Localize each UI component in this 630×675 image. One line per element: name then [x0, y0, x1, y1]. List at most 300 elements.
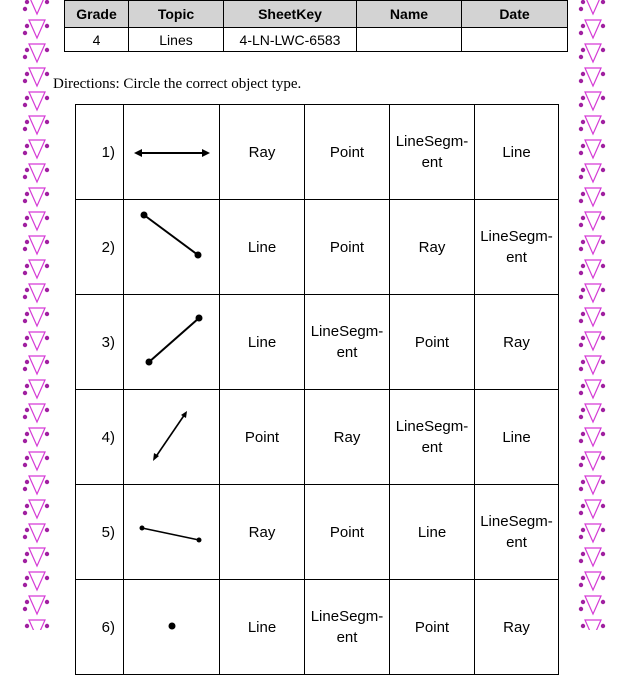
question-row — [76, 105, 559, 200]
border-dot — [23, 31, 27, 35]
border-dot — [23, 223, 27, 227]
border-dot — [601, 432, 605, 436]
border-triangle — [29, 92, 45, 110]
border-dot — [581, 408, 585, 412]
border-dot — [25, 480, 29, 484]
border-triangle — [29, 68, 45, 86]
border-triangle — [585, 428, 601, 446]
line-icon — [124, 390, 219, 484]
border-triangle — [29, 188, 45, 206]
border-triangle — [585, 380, 601, 398]
border-dot — [45, 48, 49, 52]
question-row — [76, 580, 559, 675]
border-dot — [23, 295, 27, 299]
border-dot — [581, 240, 585, 244]
border-triangle — [29, 572, 45, 590]
header-name: Name — [357, 1, 462, 28]
border-dot — [581, 0, 585, 4]
decorative-border-right — [578, 0, 608, 630]
border-dot — [579, 559, 583, 563]
border-dot — [601, 24, 605, 28]
border-dot — [579, 391, 583, 395]
border-dot — [45, 600, 49, 604]
border-dot — [581, 504, 585, 508]
border-dot — [579, 511, 583, 515]
border-dot — [579, 151, 583, 155]
border-triangle — [585, 308, 601, 326]
border-dot — [601, 360, 605, 364]
border-dot — [45, 456, 49, 460]
border-dot — [601, 408, 605, 412]
answer-option-label: Line — [247, 333, 277, 351]
border-dot — [601, 264, 605, 268]
answer-option[interactable] — [220, 200, 305, 295]
border-dot — [601, 312, 605, 316]
border-triangle — [29, 140, 45, 158]
question-table — [75, 104, 559, 675]
border-dot — [579, 343, 583, 347]
border-dot — [25, 24, 29, 28]
answer-option[interactable] — [220, 105, 305, 200]
border-dot — [25, 96, 29, 100]
answer-option[interactable] — [390, 485, 475, 580]
date-field[interactable] — [462, 28, 568, 52]
answer-option[interactable] — [305, 200, 390, 295]
answer-option[interactable] — [475, 295, 559, 390]
answer-option-label: LineSegm-ent — [480, 228, 553, 266]
border-dot — [579, 103, 583, 107]
border-dot — [45, 480, 49, 484]
border-dot — [579, 55, 583, 59]
decorative-border-left — [22, 0, 52, 630]
header-topic: Topic — [129, 1, 224, 28]
border-triangle — [585, 164, 601, 182]
answer-option-label: Line — [247, 618, 277, 636]
border-dot — [23, 415, 27, 419]
border-dot — [581, 264, 585, 268]
border-dot — [581, 144, 585, 148]
border-triangle — [29, 596, 45, 614]
border-dot — [581, 192, 585, 196]
border-dot — [601, 528, 605, 532]
border-triangle — [585, 404, 601, 422]
border-dot — [579, 79, 583, 83]
border-triangle — [585, 572, 601, 590]
answer-option[interactable] — [475, 580, 559, 675]
header-date: Date — [462, 1, 568, 28]
border-triangle — [585, 0, 601, 14]
border-triangle — [29, 476, 45, 494]
answer-option[interactable] — [475, 200, 559, 295]
border-dot — [23, 343, 27, 347]
border-triangle — [585, 44, 601, 62]
answer-option[interactable] — [305, 580, 390, 675]
figure-cell — [124, 200, 220, 295]
border-dot — [581, 528, 585, 532]
sheetkey-value: 4-LN-LWC-6583 — [224, 28, 357, 52]
answer-option-label: Point — [414, 333, 450, 351]
border-dot — [25, 144, 29, 148]
border-dot — [579, 535, 583, 539]
border-triangle — [29, 404, 45, 422]
border-dot — [45, 312, 49, 316]
border-dot — [25, 168, 29, 172]
border-dot — [25, 552, 29, 556]
question-number: 2) — [76, 200, 124, 295]
border-dot — [45, 504, 49, 508]
question-number: 5) — [76, 485, 124, 580]
border-triangle — [29, 44, 45, 62]
border-dot — [25, 192, 29, 196]
border-dot — [45, 168, 49, 172]
border-dot — [23, 535, 27, 539]
border-dot — [23, 391, 27, 395]
border-dot — [579, 271, 583, 275]
border-dot — [581, 288, 585, 292]
answer-option-label: Line — [502, 428, 531, 446]
border-dot — [579, 583, 583, 587]
border-triangle — [29, 0, 45, 14]
border-dot — [601, 456, 605, 460]
border-dot — [579, 295, 583, 299]
border-dot — [23, 463, 27, 467]
figure-cell — [124, 390, 220, 485]
border-dot — [581, 48, 585, 52]
figure-cell — [124, 295, 220, 390]
answer-option-label: LineSegm-ent — [395, 133, 469, 171]
border-triangle — [585, 476, 601, 494]
border-triangle — [585, 596, 601, 614]
line-icon — [124, 105, 219, 199]
border-dot — [581, 480, 585, 484]
border-dot — [581, 168, 585, 172]
border-dot — [581, 216, 585, 220]
border-dot — [45, 288, 49, 292]
border-dot — [23, 55, 27, 59]
border-dot — [579, 127, 583, 131]
topic-value: Lines — [129, 28, 224, 52]
border-dot — [25, 432, 29, 436]
border-dot — [581, 360, 585, 364]
border-dot — [581, 96, 585, 100]
border-dot — [601, 240, 605, 244]
border-triangle — [585, 500, 601, 518]
border-dot — [579, 463, 583, 467]
line-segment-icon — [124, 200, 219, 294]
border-dot — [601, 216, 605, 220]
answer-option-label: Line — [502, 143, 531, 161]
border-dot — [601, 0, 605, 4]
answer-option[interactable] — [220, 390, 305, 485]
border-triangle — [29, 116, 45, 134]
border-triangle — [29, 308, 45, 326]
answer-option-label: LineSegm-ent — [395, 418, 469, 456]
border-dot — [601, 72, 605, 76]
border-dot — [579, 607, 583, 611]
border-dot — [601, 288, 605, 292]
border-triangle — [29, 380, 45, 398]
border-dot — [581, 384, 585, 388]
border-dot — [601, 168, 605, 172]
question-row — [76, 200, 559, 295]
border-dot — [581, 312, 585, 316]
border-dot — [23, 511, 27, 515]
border-triangle — [585, 356, 601, 374]
answer-option[interactable] — [390, 200, 475, 295]
border-dot — [23, 127, 27, 131]
answer-option[interactable] — [220, 485, 305, 580]
border-dot — [25, 624, 29, 628]
answer-option-label: LineSegm-ent — [310, 608, 384, 646]
border-dot — [601, 576, 605, 580]
border-dot — [25, 48, 29, 52]
border-triangle — [29, 332, 45, 350]
figure-cell — [124, 105, 220, 200]
answer-option[interactable] — [305, 485, 390, 580]
line-segment-icon — [124, 295, 219, 389]
answer-option[interactable] — [390, 295, 475, 390]
border-dot — [25, 600, 29, 604]
border-dot — [25, 528, 29, 532]
answer-option-label: LineSegm-ent — [310, 323, 384, 361]
header-grade: Grade — [65, 1, 129, 28]
border-dot — [601, 48, 605, 52]
answer-option-label: Ray — [248, 143, 276, 161]
border-dot — [579, 7, 583, 11]
border-dot — [581, 336, 585, 340]
border-dot — [581, 432, 585, 436]
answer-option[interactable] — [390, 390, 475, 485]
answer-option[interactable] — [390, 105, 475, 200]
border-dot — [45, 192, 49, 196]
border-dot — [45, 528, 49, 532]
answer-option[interactable] — [220, 580, 305, 675]
directions-text: Directions: Circle the correct object type. — [53, 76, 302, 92]
border-dot — [579, 415, 583, 419]
border-dot — [25, 456, 29, 460]
border-dot — [581, 120, 585, 124]
header-row — [65, 1, 568, 28]
answer-option[interactable] — [390, 580, 475, 675]
answer-option-label: Line — [247, 238, 277, 256]
name-field[interactable] — [357, 28, 462, 52]
border-dot — [23, 583, 27, 587]
border-triangle — [29, 164, 45, 182]
border-dot — [45, 360, 49, 364]
border-dot — [25, 360, 29, 364]
border-dot — [23, 367, 27, 371]
border-dot — [23, 607, 27, 611]
border-dot — [25, 0, 29, 4]
border-triangle — [585, 260, 601, 278]
border-dot — [601, 384, 605, 388]
border-dot — [601, 336, 605, 340]
border-triangle — [585, 620, 601, 630]
answer-option[interactable] — [475, 485, 559, 580]
border-dot — [25, 384, 29, 388]
answer-option[interactable] — [220, 295, 305, 390]
border-dot — [45, 240, 49, 244]
border-triangle — [585, 452, 601, 470]
border-triangle — [29, 500, 45, 518]
answer-option-label: Ray — [333, 428, 361, 446]
border-dot — [579, 199, 583, 203]
border-dot — [45, 432, 49, 436]
border-dot — [581, 552, 585, 556]
border-dot — [579, 367, 583, 371]
answer-option-label: Ray — [248, 523, 276, 541]
border-dot — [45, 576, 49, 580]
border-dot — [601, 600, 605, 604]
border-dot — [45, 120, 49, 124]
border-dot — [581, 624, 585, 628]
border-dot — [45, 624, 49, 628]
answer-option-label: Ray — [503, 333, 530, 351]
border-dot — [601, 144, 605, 148]
border-dot — [23, 319, 27, 323]
border-dot — [579, 439, 583, 443]
border-dot — [45, 72, 49, 76]
header-values-row — [65, 28, 568, 52]
border-dot — [601, 120, 605, 124]
border-dot — [25, 264, 29, 268]
question-row — [76, 295, 559, 390]
border-dot — [45, 264, 49, 268]
border-dot — [45, 552, 49, 556]
border-dot — [23, 175, 27, 179]
border-dot — [23, 151, 27, 155]
border-dot — [25, 216, 29, 220]
answer-option[interactable] — [475, 105, 559, 200]
border-dot — [45, 144, 49, 148]
border-triangle — [29, 548, 45, 566]
border-dot — [45, 0, 49, 4]
border-dot — [45, 24, 49, 28]
border-dot — [23, 199, 27, 203]
border-dot — [581, 456, 585, 460]
question-number: 4) — [76, 390, 124, 485]
border-triangle — [585, 524, 601, 542]
border-dot — [23, 487, 27, 491]
question-number: 3) — [76, 295, 124, 390]
border-triangle — [29, 260, 45, 278]
figure-cell — [124, 580, 220, 675]
border-dot — [45, 96, 49, 100]
border-triangle — [29, 452, 45, 470]
answer-option-label: Point — [329, 523, 365, 541]
border-dot — [45, 384, 49, 388]
border-triangle — [585, 332, 601, 350]
border-dot — [601, 480, 605, 484]
border-dot — [25, 408, 29, 412]
answer-option[interactable] — [305, 390, 390, 485]
answer-option-label: Point — [414, 618, 450, 636]
question-row — [76, 485, 559, 580]
border-dot — [25, 120, 29, 124]
border-dot — [25, 240, 29, 244]
border-dot — [579, 319, 583, 323]
border-dot — [23, 7, 27, 11]
border-triangle — [29, 428, 45, 446]
border-dot — [601, 504, 605, 508]
border-dot — [601, 624, 605, 628]
border-dot — [23, 559, 27, 563]
answer-option[interactable] — [475, 390, 559, 485]
border-dot — [25, 312, 29, 316]
border-dot — [579, 487, 583, 491]
figure-cell — [124, 485, 220, 580]
border-dot — [23, 439, 27, 443]
border-dot — [579, 247, 583, 251]
border-triangle — [585, 20, 601, 38]
question-number: 1) — [76, 105, 124, 200]
border-dot — [25, 72, 29, 76]
border-dot — [601, 96, 605, 100]
answer-option-label: Line — [417, 523, 447, 541]
header-sheetkey: SheetKey — [224, 1, 357, 28]
answer-option[interactable] — [305, 295, 390, 390]
border-triangle — [585, 116, 601, 134]
point-icon — [124, 580, 219, 674]
border-dot — [45, 336, 49, 340]
question-row — [76, 390, 559, 485]
border-triangle — [585, 92, 601, 110]
border-dot — [23, 103, 27, 107]
border-dot — [23, 79, 27, 83]
border-triangle — [29, 356, 45, 374]
border-dot — [25, 576, 29, 580]
border-dot — [23, 247, 27, 251]
border-dot — [579, 31, 583, 35]
border-triangle — [585, 140, 601, 158]
border-dot — [601, 552, 605, 556]
border-triangle — [585, 68, 601, 86]
answer-option-label: Point — [244, 428, 280, 446]
border-dot — [579, 175, 583, 179]
border-triangle — [585, 212, 601, 230]
answer-option[interactable] — [305, 105, 390, 200]
border-dot — [601, 192, 605, 196]
border-dot — [579, 223, 583, 227]
border-dot — [45, 408, 49, 412]
border-triangle — [29, 620, 45, 630]
border-dot — [45, 216, 49, 220]
border-dot — [25, 504, 29, 508]
answer-option-label: Ray — [503, 618, 530, 636]
grade-value: 4 — [65, 28, 129, 52]
answer-option-label: Point — [329, 143, 365, 161]
border-triangle — [585, 188, 601, 206]
border-dot — [25, 336, 29, 340]
border-dot — [23, 271, 27, 275]
border-triangle — [29, 20, 45, 38]
border-dot — [581, 576, 585, 580]
border-triangle — [29, 284, 45, 302]
border-triangle — [585, 236, 601, 254]
question-number: 6) — [76, 580, 124, 675]
border-dot — [581, 600, 585, 604]
header-table — [64, 0, 568, 52]
border-triangle — [29, 236, 45, 254]
border-triangle — [29, 524, 45, 542]
border-triangle — [29, 212, 45, 230]
border-dot — [581, 24, 585, 28]
border-triangle — [585, 284, 601, 302]
answer-option-label: LineSegm-ent — [480, 513, 553, 551]
border-triangle — [585, 548, 601, 566]
answer-option-label: Point — [329, 238, 365, 256]
answer-option-label: Ray — [418, 238, 446, 256]
